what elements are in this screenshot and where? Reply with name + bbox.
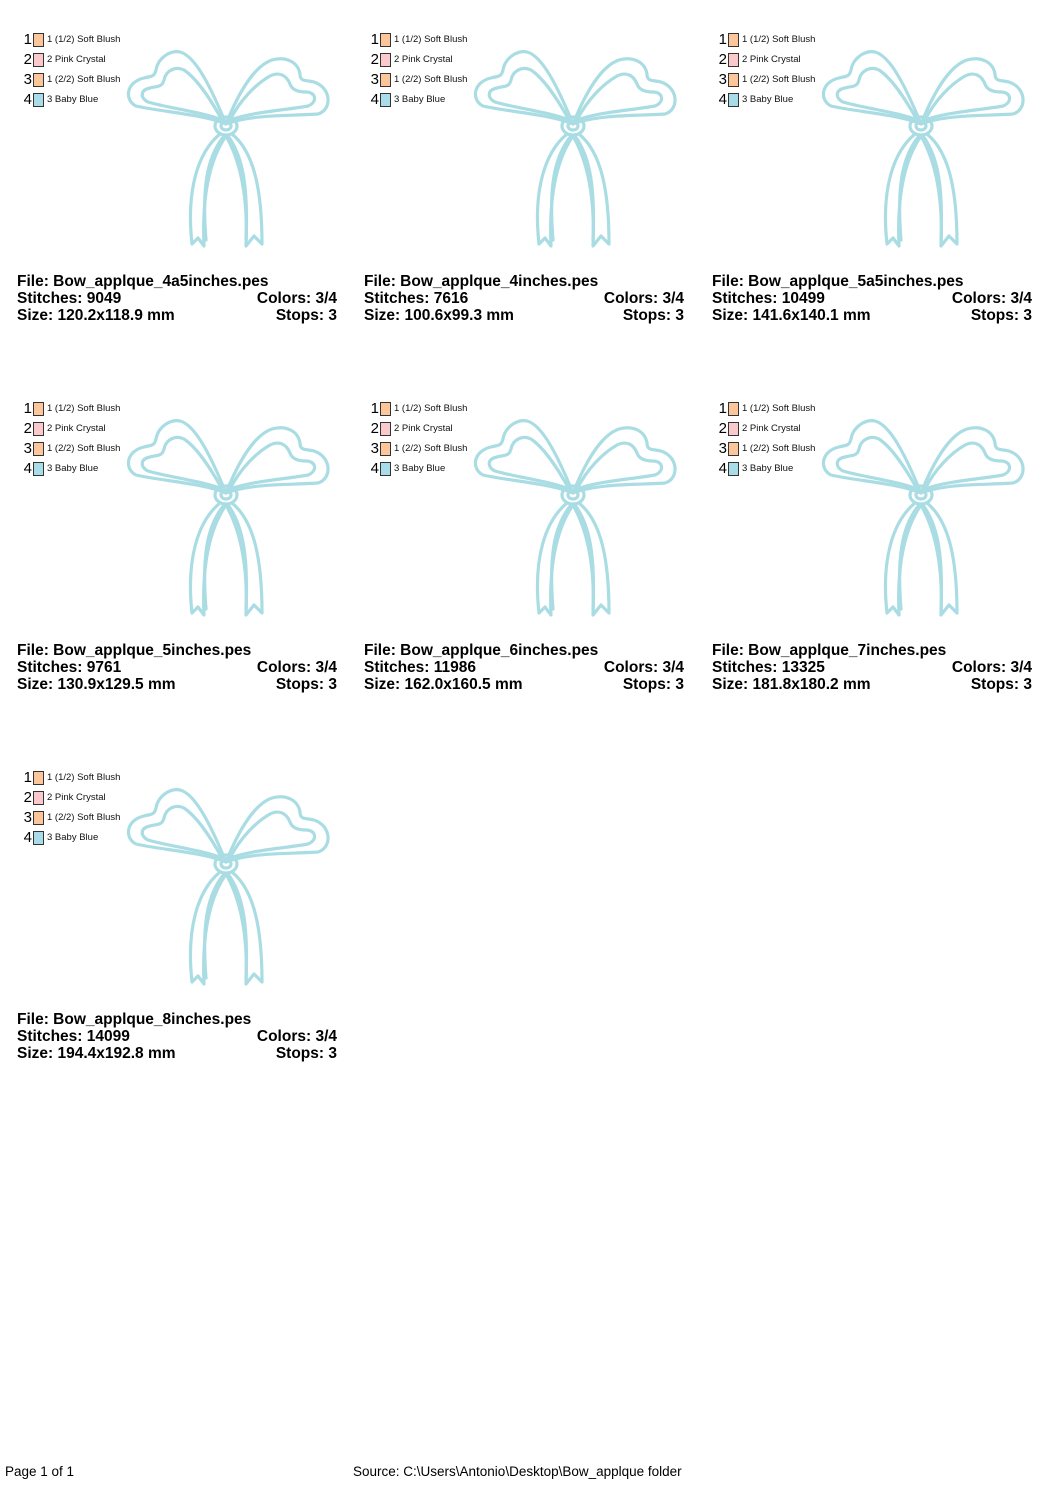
thread-name: 1 (1/2) Soft Blush xyxy=(394,403,468,414)
legend-row xyxy=(20,768,120,788)
color-swatch xyxy=(33,462,44,476)
legend-row xyxy=(367,90,467,110)
color-step-number: 3 xyxy=(23,809,32,826)
legend-row xyxy=(367,419,467,439)
color-step-number: 3 xyxy=(23,71,32,88)
legend-row xyxy=(367,30,467,50)
thread-name: 1 (1/2) Soft Blush xyxy=(47,403,121,414)
thread-name: 1 (1/2) Soft Blush xyxy=(47,34,121,45)
legend-row xyxy=(20,788,120,808)
legend-row xyxy=(367,50,467,70)
legend-row xyxy=(20,828,120,848)
color-step-number: 2 xyxy=(370,420,379,437)
legend-row xyxy=(20,459,120,479)
thread-name: 2 Pink Crystal xyxy=(47,792,106,803)
file-name: File: Bow_applque_4inches.pes xyxy=(364,273,599,290)
thread-name: 2 Pink Crystal xyxy=(394,423,453,434)
color-swatch xyxy=(33,33,44,47)
color-step-number: 1 xyxy=(718,400,727,417)
legend-row xyxy=(715,459,815,479)
color-count: Colors: 3/4 xyxy=(256,659,337,676)
color-step-number: 4 xyxy=(370,460,379,477)
legend-row xyxy=(20,399,120,419)
thread-name: 3 Baby Blue xyxy=(47,463,99,474)
source-path: Source: C:\Users\Antonio\Desktop\Bow_applque folder xyxy=(353,1464,682,1479)
color-step-number: 3 xyxy=(718,71,727,88)
legend-row xyxy=(715,399,815,419)
color-step-number: 4 xyxy=(23,91,32,108)
design-info xyxy=(17,642,337,693)
color-swatch xyxy=(33,93,44,107)
stop-count: Stops: 3 xyxy=(275,1045,337,1062)
color-swatch xyxy=(33,422,44,436)
legend-row xyxy=(715,70,815,90)
color-step-number: 3 xyxy=(370,71,379,88)
thread-name: 1 (2/2) Soft Blush xyxy=(47,812,121,823)
legend-row xyxy=(20,90,120,110)
color-step-number: 1 xyxy=(23,769,32,786)
thread-name: 2 Pink Crystal xyxy=(47,54,106,65)
design-cell xyxy=(359,395,689,725)
stop-count: Stops: 3 xyxy=(970,307,1032,324)
stitch-count: Stitches: 10499 xyxy=(712,290,825,307)
legend-row xyxy=(20,50,120,70)
stitch-count: Stitches: 9761 xyxy=(17,659,122,676)
color-step-number: 4 xyxy=(718,91,727,108)
stop-count: Stops: 3 xyxy=(622,676,684,693)
thread-name: 1 (1/2) Soft Blush xyxy=(394,34,468,45)
legend-row xyxy=(367,70,467,90)
color-swatch xyxy=(33,73,44,87)
color-step-number: 3 xyxy=(718,440,727,457)
design-cell xyxy=(12,764,342,1094)
legend-row xyxy=(20,808,120,828)
legend-row xyxy=(367,439,467,459)
legend-row xyxy=(715,439,815,459)
thread-name: 3 Baby Blue xyxy=(394,463,446,474)
color-step-number: 4 xyxy=(718,460,727,477)
thread-name: 2 Pink Crystal xyxy=(742,54,801,65)
color-step-number: 1 xyxy=(23,31,32,48)
bow-embroidery-preview xyxy=(817,409,1027,625)
thread-name: 3 Baby Blue xyxy=(742,94,794,105)
thread-name: 1 (1/2) Soft Blush xyxy=(47,772,121,783)
design-info xyxy=(364,273,684,324)
thread-name: 1 (1/2) Soft Blush xyxy=(742,403,816,414)
design-cell xyxy=(707,395,1037,725)
thread-name: 3 Baby Blue xyxy=(47,832,99,843)
color-swatch xyxy=(380,442,391,456)
color-swatch xyxy=(33,811,44,825)
design-info xyxy=(17,273,337,324)
color-step-number: 2 xyxy=(718,51,727,68)
color-count: Colors: 3/4 xyxy=(951,659,1032,676)
color-swatch xyxy=(33,831,44,845)
stop-count: Stops: 3 xyxy=(970,676,1032,693)
design-cell xyxy=(707,26,1037,356)
color-count: Colors: 3/4 xyxy=(603,659,684,676)
color-step-number: 2 xyxy=(23,789,32,806)
color-count: Colors: 3/4 xyxy=(256,1028,337,1045)
legend-row xyxy=(20,70,120,90)
color-count: Colors: 3/4 xyxy=(256,290,337,307)
color-swatch xyxy=(33,791,44,805)
design-info xyxy=(364,642,684,693)
bow-embroidery-preview xyxy=(817,40,1027,256)
color-step-number: 3 xyxy=(23,440,32,457)
stop-count: Stops: 3 xyxy=(622,307,684,324)
legend-row xyxy=(20,30,120,50)
legend-row xyxy=(715,30,815,50)
color-swatch xyxy=(380,462,391,476)
color-swatch xyxy=(728,33,739,47)
stitch-count: Stitches: 13325 xyxy=(712,659,825,676)
color-step-number: 4 xyxy=(23,460,32,477)
thread-color-legend xyxy=(20,399,120,479)
color-swatch xyxy=(728,422,739,436)
color-swatch xyxy=(728,462,739,476)
bow-embroidery-preview xyxy=(122,409,332,625)
bow-embroidery-preview xyxy=(122,778,332,994)
legend-row xyxy=(715,90,815,110)
color-swatch xyxy=(380,33,391,47)
bow-embroidery-preview xyxy=(469,409,679,625)
legend-row xyxy=(715,50,815,70)
file-name: File: Bow_applque_8inches.pes xyxy=(17,1011,252,1028)
bow-embroidery-preview xyxy=(122,40,332,256)
thread-name: 1 (2/2) Soft Blush xyxy=(47,74,121,85)
thread-name: 1 (2/2) Soft Blush xyxy=(742,443,816,454)
thread-color-legend xyxy=(20,768,120,848)
stop-count: Stops: 3 xyxy=(275,676,337,693)
color-swatch xyxy=(728,53,739,67)
design-info xyxy=(712,273,1032,324)
thread-name: 3 Baby Blue xyxy=(742,463,794,474)
legend-row xyxy=(715,419,815,439)
design-cell xyxy=(12,395,342,725)
file-name: File: Bow_applque_6inches.pes xyxy=(364,642,599,659)
stitch-count: Stitches: 14099 xyxy=(17,1028,130,1045)
color-swatch xyxy=(380,422,391,436)
color-count: Colors: 3/4 xyxy=(603,290,684,307)
thread-color-legend xyxy=(367,399,467,479)
thread-name: 1 (2/2) Soft Blush xyxy=(394,443,468,454)
thread-color-legend xyxy=(715,399,815,479)
color-count: Colors: 3/4 xyxy=(951,290,1032,307)
stop-count: Stops: 3 xyxy=(275,307,337,324)
thread-name: 2 Pink Crystal xyxy=(394,54,453,65)
color-step-number: 1 xyxy=(370,31,379,48)
color-step-number: 4 xyxy=(23,829,32,846)
thread-name: 1 (2/2) Soft Blush xyxy=(394,74,468,85)
thread-color-legend xyxy=(20,30,120,110)
color-swatch xyxy=(728,442,739,456)
color-swatch xyxy=(728,93,739,107)
file-name: File: Bow_applque_5a5inches.pes xyxy=(712,273,964,290)
stitch-count: Stitches: 11986 xyxy=(364,659,477,676)
legend-row xyxy=(367,399,467,419)
legend-row xyxy=(20,419,120,439)
color-swatch xyxy=(33,402,44,416)
thread-name: 1 (2/2) Soft Blush xyxy=(47,443,121,454)
color-swatch xyxy=(380,53,391,67)
design-size: Size: 194.4x192.8 mm xyxy=(17,1045,176,1062)
color-swatch xyxy=(380,93,391,107)
thread-name: 2 Pink Crystal xyxy=(47,423,106,434)
thread-color-legend xyxy=(367,30,467,110)
thread-name: 1 (2/2) Soft Blush xyxy=(742,74,816,85)
thread-name: 1 (1/2) Soft Blush xyxy=(742,34,816,45)
design-cell xyxy=(12,26,342,356)
color-swatch xyxy=(728,73,739,87)
color-swatch xyxy=(728,402,739,416)
design-info xyxy=(17,1011,337,1062)
legend-row xyxy=(367,459,467,479)
thread-color-legend xyxy=(715,30,815,110)
color-step-number: 1 xyxy=(718,31,727,48)
thread-name: 2 Pink Crystal xyxy=(742,423,801,434)
stitch-count: Stitches: 7616 xyxy=(364,290,469,307)
color-step-number: 2 xyxy=(23,420,32,437)
file-name: File: Bow_applque_7inches.pes xyxy=(712,642,947,659)
color-step-number: 1 xyxy=(23,400,32,417)
color-swatch xyxy=(380,402,391,416)
thread-name: 3 Baby Blue xyxy=(47,94,99,105)
legend-row xyxy=(20,439,120,459)
color-swatch xyxy=(33,442,44,456)
design-size: Size: 130.9x129.5 mm xyxy=(17,676,176,693)
color-swatch xyxy=(380,73,391,87)
thread-name: 3 Baby Blue xyxy=(394,94,446,105)
design-size: Size: 141.6x140.1 mm xyxy=(712,307,871,324)
color-step-number: 4 xyxy=(370,91,379,108)
color-step-number: 2 xyxy=(23,51,32,68)
bow-embroidery-preview xyxy=(469,40,679,256)
design-cell xyxy=(359,26,689,356)
color-step-number: 2 xyxy=(370,51,379,68)
design-size: Size: 162.0x160.5 mm xyxy=(364,676,523,693)
color-step-number: 2 xyxy=(718,420,727,437)
design-size: Size: 120.2x118.9 mm xyxy=(17,307,175,324)
design-size: Size: 181.8x180.2 mm xyxy=(712,676,871,693)
color-step-number: 1 xyxy=(370,400,379,417)
color-swatch xyxy=(33,53,44,67)
stitch-count: Stitches: 9049 xyxy=(17,290,122,307)
design-size: Size: 100.6x99.3 mm xyxy=(364,307,514,324)
color-swatch xyxy=(33,771,44,785)
file-name: File: Bow_applque_4a5inches.pes xyxy=(17,273,269,290)
design-info xyxy=(712,642,1032,693)
page-number: Page 1 of 1 xyxy=(5,1464,75,1479)
color-step-number: 3 xyxy=(370,440,379,457)
file-name: File: Bow_applque_5inches.pes xyxy=(17,642,252,659)
